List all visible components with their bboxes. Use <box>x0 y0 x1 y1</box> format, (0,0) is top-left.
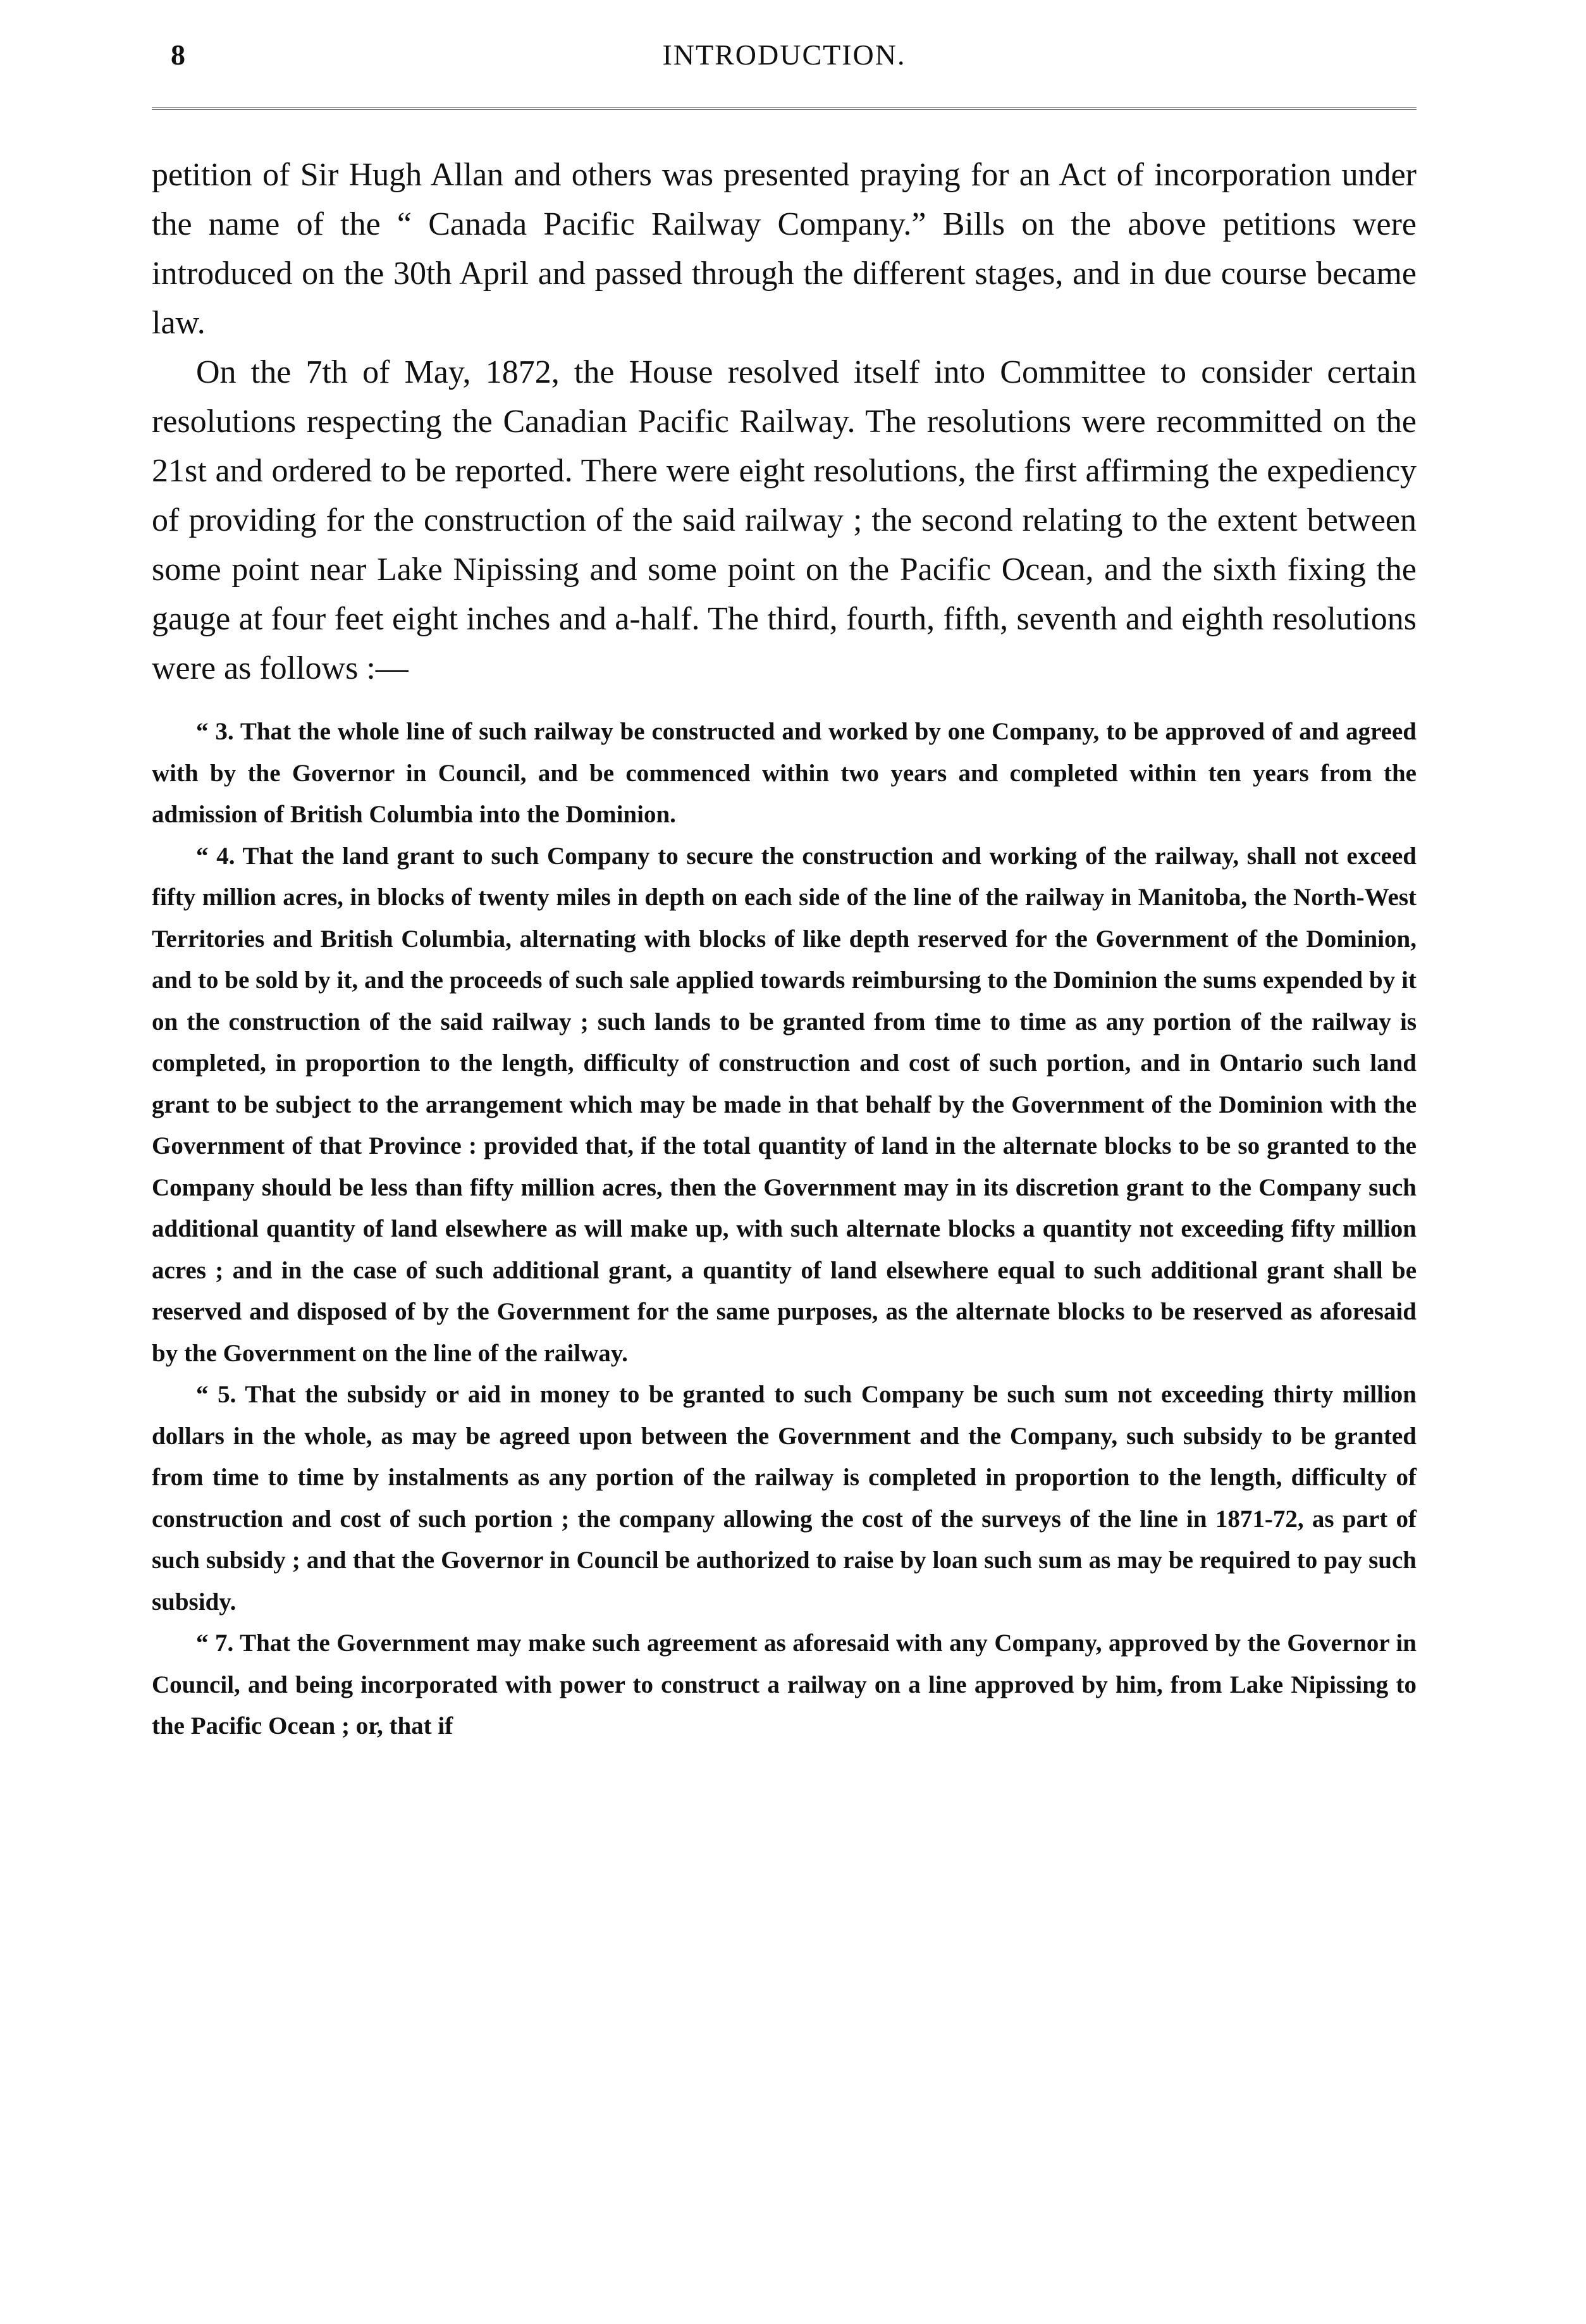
running-title: INTRODUCTION. <box>662 39 906 71</box>
quoted-resolutions <box>152 711 1417 1747</box>
resolution-4: “ 4. That the land grant to such Company to secure the construction and working of the railway, shall not exceed fifty million acres, in blocks of twenty miles in depth on each side of the line of the railway in Manitoba, the North-West Territories and British Columbia, alternating with blocks of like depth reserved for the Government of the Dominion, and to be sold by it, and the proceeds of such sale applied towards reimbursing to the Dominion the sums expended by it on the construction of the said railway ; such lands to be granted from time to time as any portion of the railway is completed, in proportion to the length, difficulty of construction and cost of such portion, and in Ontario such land grant to be subject to the arrangement which may be made in that behalf by the Government of the Dominion with the Government of that Province : provided that, if the total quantity of land in the alternate blocks to be so granted to the Company should be less than fifty million acres, then the Government may in its discretion grant to the Company such additional quantity of land elsewhere as will make up, with such alternate blocks a quantity not exceeding fifty million acres ; and in the case of such additional grant, a quantity of land elsewhere equal to such additional grant shall be reserved and disposed of by the Government for the same purposes, as the alternate blocks to be reserved as aforesaid by the Government on the line of the railway. <box>152 842 1417 1367</box>
resolution-7: “ 7. That the Government may make such agreement as aforesaid with any Company, approved by the Governor in Council, and being incorporated with power to construct a railway on a line approved by him, from Lake Nipissing to the Pacific Ocean ; or, that if <box>152 1629 1417 1740</box>
page-number: 8 <box>171 39 187 71</box>
paragraph-continuation: petition of Sir Hugh Allan and others was presented praying for an Act of incorporation under the name of the “ Canada Pacific Railway Company.” Bills on the above petitions were introduced on the 30th April and passed through the different stages, and in due course became law. <box>152 157 1417 341</box>
document-page <box>152 38 1417 1747</box>
paragraph-resolutions: On the 7th of May, 1872, the House resolved itself into Committee to consider certain resolutions respecting the Canadian Pacific Railway. The resolutions were recommitted on the 21st and ordered to be reported. There were eight resolutions, the first affirming the expediency of providing for the construction of the said railway ; the second relating to the extent between some point near Lake Nipissing and some point on the Pacific Ocean, and the sixth fixing the gauge at four feet eight inches and a-half. The third, fourth, fifth, seventh and eighth resolutions were as follows :— <box>152 354 1417 686</box>
resolution-3: “ 3. That the whole line of such railway be constructed and worked by one Company, to be approved of and agreed with by the Governor in Council, and be commenced within two years and completed within ten years from the admission of British Columbia into the Dominion. <box>152 718 1417 828</box>
body-text <box>152 151 1417 693</box>
header-rule <box>152 108 1417 113</box>
resolution-5: “ 5. That the subsidy or aid in money to be granted to such Company be such sum not exceeding thirty million dollars in the whole, as may be agreed upon between the Government and the Company, such subsidy to be granted from time to time by instalments as any portion of the railway is completed in proportion to the length, difficulty of construction and cost of such portion ; the company allowing the cost of the surveys of the line in 1871-72, as part of such subsidy ; and that the Governor in Council be authorized to raise by loan such sum as may be required to pay such subsidy. <box>152 1381 1417 1616</box>
page-header <box>152 38 1417 82</box>
